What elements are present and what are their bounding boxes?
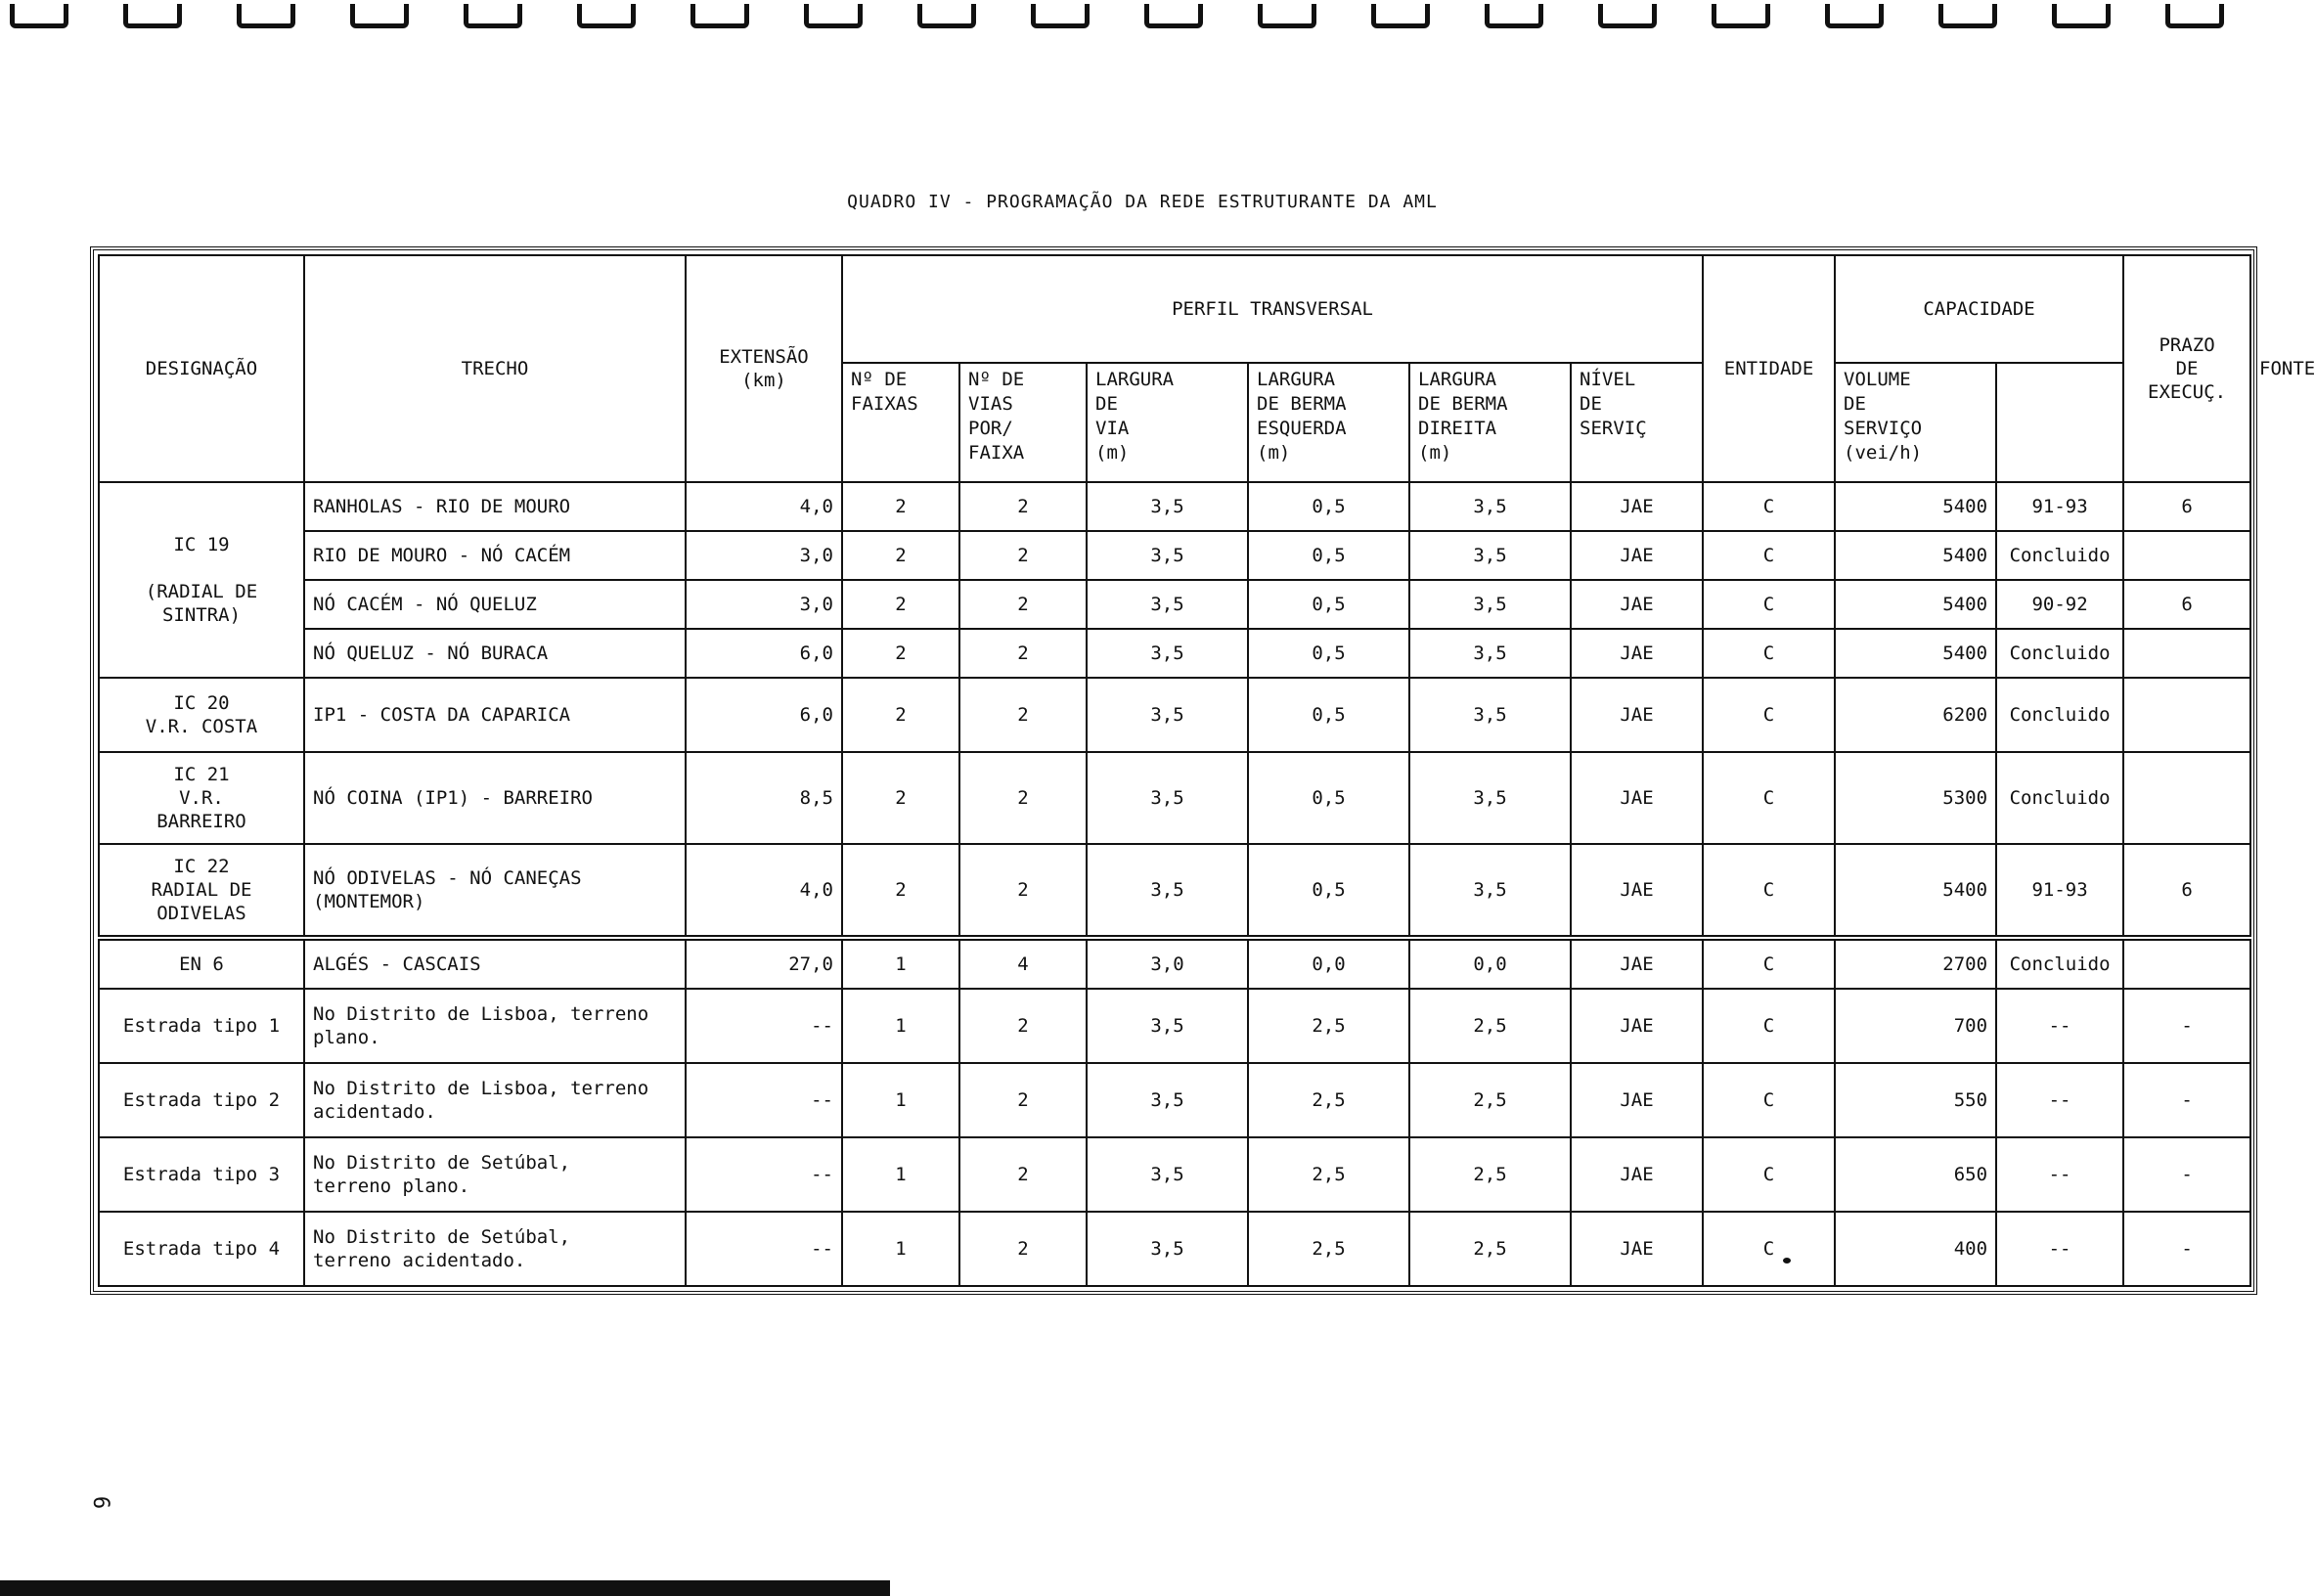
binding-ring: [690, 4, 749, 28]
scan-edge-bar: [0, 1580, 890, 1596]
cell-volume: 2700: [1835, 938, 1996, 989]
page-number: 6: [88, 1495, 113, 1510]
cell-nivel: C: [1703, 531, 1835, 580]
table-row: [99, 1137, 2250, 1212]
header-volume-servico: VOLUME DE SERVIÇO (vei/h): [1835, 363, 1996, 482]
cell-trecho: No Distrito de Setúbal, terreno acidentado.: [304, 1212, 686, 1286]
header-berma-direita: LARGURA DE BERMA DIREITA (m): [1409, 363, 1571, 482]
cell-largura-via: 3,5: [1087, 1063, 1248, 1137]
page-title: QUADRO IV - PROGRAMAÇÃO DA REDE ESTRUTURANTE DA AML: [847, 192, 1438, 212]
cell-vias: 2: [959, 989, 1087, 1063]
cell-vias: 2: [959, 531, 1087, 580]
table-row: [99, 678, 2250, 752]
cell-vias: 2: [959, 1212, 1087, 1286]
binding-ring: [350, 4, 409, 28]
group-tipo-3: Estrada tipo 3: [99, 1137, 304, 1212]
header-entidade: ENTIDADE: [1703, 255, 1835, 482]
cell-vias: 2: [959, 1063, 1087, 1137]
cell-entidade: JAE: [1571, 678, 1703, 752]
table-row: [99, 752, 2250, 844]
table-row: [99, 1063, 2250, 1137]
cell-fonte: 6: [2123, 580, 2250, 629]
group-tipo-1: Estrada tipo 1: [99, 989, 304, 1063]
binding-ring: [237, 4, 295, 28]
group-tipo-2: Estrada tipo 2: [99, 1063, 304, 1137]
cell-trecho: No Distrito de Lisboa, terreno plano.: [304, 989, 686, 1063]
binding-ring: [577, 4, 636, 28]
cell-extensao: 6,0: [686, 678, 842, 752]
cell-entidade: JAE: [1571, 1137, 1703, 1212]
cell-volume: 5300: [1835, 752, 1996, 844]
cell-vias: 2: [959, 580, 1087, 629]
cell-volume: 400: [1835, 1212, 1996, 1286]
header-largura-via: LARGURA DE VIA (m): [1087, 363, 1248, 482]
cell-largura-via: 3,5: [1087, 844, 1248, 938]
header-capacidade: CAPACIDADE: [1835, 255, 2123, 363]
cell-vias: 2: [959, 844, 1087, 938]
cell-entidade: JAE: [1571, 1212, 1703, 1286]
cell-extensao: 4,0: [686, 844, 842, 938]
table-row: [99, 938, 2250, 989]
group-en6: EN 6: [99, 938, 304, 989]
cell-extensao: --: [686, 1063, 842, 1137]
cell-volume: 5400: [1835, 629, 1996, 678]
cell-faixas: 2: [842, 531, 959, 580]
cell-vias: 2: [959, 629, 1087, 678]
header-faixas: Nº DE FAIXAS: [842, 363, 959, 482]
header-nivel-servico: NÍVEL DE SERVIÇ: [1571, 363, 1703, 482]
cell-largura-via: 3,5: [1087, 629, 1248, 678]
cell-vias: 2: [959, 678, 1087, 752]
header-vias: Nº DE VIAS POR/ FAIXA: [959, 363, 1087, 482]
cell-trecho: No Distrito de Lisboa, terreno acidentado.: [304, 1063, 686, 1137]
cell-trecho: NÓ QUELUZ - NÓ BURACA: [304, 629, 686, 678]
cell-berma-esquerda: 0,5: [1248, 580, 1409, 629]
cell-nivel: C: [1703, 752, 1835, 844]
table-row: [99, 844, 2250, 938]
cell-berma-direita: 3,5: [1409, 531, 1571, 580]
cell-volume: 5400: [1835, 844, 1996, 938]
cell-vias: 2: [959, 752, 1087, 844]
cell-berma-esquerda: 0,5: [1248, 752, 1409, 844]
cell-largura-via: 3,5: [1087, 531, 1248, 580]
binding-ring: [10, 4, 68, 28]
cell-volume: 5400: [1835, 482, 1996, 531]
cell-berma-esquerda: 0,5: [1248, 844, 1409, 938]
header-extensao: EXTENSÃO (km): [686, 255, 842, 482]
cell-extensao: 6,0: [686, 629, 842, 678]
group-ic22: IC 22 RADIAL DE ODIVELAS: [99, 844, 304, 938]
cell-berma-esquerda: 0,5: [1248, 482, 1409, 531]
cell-nivel: C: [1703, 989, 1835, 1063]
cell-berma-esquerda: 2,5: [1248, 1212, 1409, 1286]
header-berma-esquerda: LARGURA DE BERMA ESQUERDA (m): [1248, 363, 1409, 482]
group-ic20: IC 20 V.R. COSTA: [99, 678, 304, 752]
cell-largura-via: 3,5: [1087, 752, 1248, 844]
cell-entidade: JAE: [1571, 531, 1703, 580]
cell-berma-direita: 3,5: [1409, 752, 1571, 844]
cell-prazo: --: [1996, 989, 2123, 1063]
cell-volume: 5400: [1835, 531, 1996, 580]
cell-fonte: [2123, 752, 2250, 844]
cell-fonte: [2123, 938, 2250, 989]
header-prazo: PRAZO DE EXECUÇ.: [2123, 255, 2250, 482]
cell-fonte: -: [2123, 989, 2250, 1063]
cell-vias: 4: [959, 938, 1087, 989]
cell-extensao: 27,0: [686, 938, 842, 989]
cell-extensao: 3,0: [686, 531, 842, 580]
cell-extensao: --: [686, 1137, 842, 1212]
binding-ring: [1371, 4, 1430, 28]
cell-nivel: C: [1703, 580, 1835, 629]
cell-berma-esquerda: 2,5: [1248, 989, 1409, 1063]
cell-berma-direita: 2,5: [1409, 1063, 1571, 1137]
cell-largura-via: 3,5: [1087, 580, 1248, 629]
cell-nivel: C: [1703, 1137, 1835, 1212]
network-table: DESIGNAÇÃO TRECHO EXTENSÃO (km) PERFIL TRANSVERSAL ENTIDADE CAPACIDADE PRAZO DE EXECUÇ. FONTE Nº DE FAIXAS Nº DE VIAS POR/ FAIXA LARGURA DE VIA (m) LARGURA DE BERMA ESQUERDA (m) LARGURA DE BERMA DIREITA (m) NÍVEL DE SERVIÇ VOLUME DE SERVIÇO (vei/h) IC 19 (RADIAL DE SINTRA) RANHOLAS - RIO DE MOURO 4,0 2 2 3,5 0,5 3,5 JAE C 5400 91-93 6 RIO DE MOURO - NÓ CACÉM 3,0 2 2 3,5 0,5 3,5 JAE C 5400 Concluido NÓ CACÉM - NÓ QUELUZ 3,0 2 2 3,5 0,5 3,5 JAE C 5400 90-92 6 NÓ QUELUZ - NÓ BURACA 6,0 2 2 3,5 0,5 3,5 JAE C 5400 Concluido IC 20 V.R. COSTA IP1 - COSTA DA CAPARICA 6,0 2 2 3,5 0,5 3,5 JAE C 6200 Concluido IC 21 V.R. BARREIRO NÓ COINA (IP1) - BARREIRO 8,5 2 2 3,5 0,5 3,5 JAE C 5300 Concluido IC 22 RADIAL DE ODIVELAS NÓ ODIVELAS - NÓ CANEÇAS (MONTEMOR) 4,0 2 2 3,5 0,5 3,5 JAE C 5400 91-93 6 EN 6 ALGÉS - CASCAIS 27,0 1 4 3,0 0,0 0,0 JAE C 2700 Concluido Estrada tipo 1 No Distrito de Lisboa, terreno plano. -- 1 2 3,5 2,5 2,5 JAE C 700 -- - Estrada tipo 2 No Distrito de Lisboa, terreno acidentado. -- 1 2 3,5 2,5 2,5 JAE C 550 -- - Estrada tipo 3 No Distrito de Setúbal, terreno plano. -- 1 2 3,5 2,5 2,5 JAE C 650 -- - Estrada tipo 4 No Distrito de Setúbal, terreno acidentado. -- 1 2 3,5 2,5 2,5 JAE C 400 -- -: [98, 254, 2251, 1287]
cell-faixas: 1: [842, 1137, 959, 1212]
cell-largura-via: 3,5: [1087, 1212, 1248, 1286]
cell-berma-direita: 3,5: [1409, 482, 1571, 531]
cell-nivel: C: [1703, 1063, 1835, 1137]
cell-berma-esquerda: 2,5: [1248, 1137, 1409, 1212]
cell-berma-direita: 0,0: [1409, 938, 1571, 989]
header-designacao: DESIGNAÇÃO: [99, 255, 304, 482]
cell-faixas: 1: [842, 1212, 959, 1286]
cell-berma-esquerda: 0,5: [1248, 678, 1409, 752]
table-row: [99, 580, 2250, 629]
binding-ring: [1712, 4, 1770, 28]
cell-trecho: ALGÉS - CASCAIS: [304, 938, 686, 989]
binding-ring: [1144, 4, 1203, 28]
network-table-wrapper: [90, 246, 2315, 1295]
cell-nivel: C: [1703, 938, 1835, 989]
table-row: [99, 989, 2250, 1063]
cell-trecho: No Distrito de Setúbal, terreno plano.: [304, 1137, 686, 1212]
binding-ring: [1485, 4, 1543, 28]
binding-ring: [917, 4, 976, 28]
cell-faixas: 2: [842, 844, 959, 938]
cell-faixas: 2: [842, 580, 959, 629]
cell-extensao: --: [686, 1212, 842, 1286]
cell-faixas: 2: [842, 678, 959, 752]
cell-entidade: JAE: [1571, 752, 1703, 844]
cell-fonte: 6: [2123, 482, 2250, 531]
cell-prazo: Concluido: [1996, 629, 2123, 678]
cell-trecho: IP1 - COSTA DA CAPARICA: [304, 678, 686, 752]
cell-prazo: 90-92: [1996, 580, 2123, 629]
binding-ring: [1031, 4, 1090, 28]
cell-berma-direita: 2,5: [1409, 989, 1571, 1063]
binding-ring: [1938, 4, 1997, 28]
cell-fonte: -: [2123, 1063, 2250, 1137]
table-row: [99, 629, 2250, 678]
table-row: [99, 482, 2250, 531]
cell-largura-via: 3,5: [1087, 482, 1248, 531]
group-ic21: IC 21 V.R. BARREIRO: [99, 752, 304, 844]
cell-berma-direita: 2,5: [1409, 1137, 1571, 1212]
cell-prazo: --: [1996, 1063, 2123, 1137]
cell-prazo: Concluido: [1996, 678, 2123, 752]
table-row: [99, 531, 2250, 580]
binding-ring: [1825, 4, 1884, 28]
cell-trecho: NÓ COINA (IP1) - BARREIRO: [304, 752, 686, 844]
cell-nivel: C: [1703, 678, 1835, 752]
cell-trecho: NÓ CACÉM - NÓ QUELUZ: [304, 580, 686, 629]
cell-trecho: NÓ ODIVELAS - NÓ CANEÇAS (MONTEMOR): [304, 844, 686, 938]
cell-berma-esquerda: 0,5: [1248, 531, 1409, 580]
cell-extensao: 3,0: [686, 580, 842, 629]
cell-prazo: Concluido: [1996, 938, 2123, 989]
cell-prazo: --: [1996, 1137, 2123, 1212]
cell-fonte: [2123, 531, 2250, 580]
stray-mark: [1783, 1258, 1791, 1264]
binding-ring: [804, 4, 863, 28]
cell-fonte: [2123, 629, 2250, 678]
cell-entidade: JAE: [1571, 482, 1703, 531]
cell-trecho: RIO DE MOURO - NÓ CACÉM: [304, 531, 686, 580]
group-ic19: IC 19 (RADIAL DE SINTRA): [99, 482, 304, 678]
cell-faixas: 2: [842, 482, 959, 531]
cell-fonte: -: [2123, 1212, 2250, 1286]
binding-ring: [1598, 4, 1657, 28]
cell-nivel: C: [1703, 482, 1835, 531]
cell-volume: 650: [1835, 1137, 1996, 1212]
cell-entidade: JAE: [1571, 1063, 1703, 1137]
group-tipo-4: Estrada tipo 4: [99, 1212, 304, 1286]
cell-extensao: 8,5: [686, 752, 842, 844]
cell-entidade: JAE: [1571, 989, 1703, 1063]
binding-ring: [464, 4, 522, 28]
cell-fonte: -: [2123, 1137, 2250, 1212]
cell-extensao: --: [686, 989, 842, 1063]
cell-prazo: 91-93: [1996, 482, 2123, 531]
cell-largura-via: 3,5: [1087, 989, 1248, 1063]
cell-berma-esquerda: 0,0: [1248, 938, 1409, 989]
cell-largura-via: 3,5: [1087, 1137, 1248, 1212]
cell-entidade: JAE: [1571, 844, 1703, 938]
cell-berma-direita: 3,5: [1409, 580, 1571, 629]
cell-fonte: [2123, 678, 2250, 752]
cell-nivel: C: [1703, 629, 1835, 678]
cell-prazo: --: [1996, 1212, 2123, 1286]
cell-berma-esquerda: 0,5: [1248, 629, 1409, 678]
cell-volume: 6200: [1835, 678, 1996, 752]
cell-vias: 2: [959, 482, 1087, 531]
header-trecho: TRECHO: [304, 255, 686, 482]
cell-vias: 2: [959, 1137, 1087, 1212]
cell-volume: 700: [1835, 989, 1996, 1063]
cell-entidade: JAE: [1571, 938, 1703, 989]
cell-largura-via: 3,5: [1087, 678, 1248, 752]
cell-extensao: 4,0: [686, 482, 842, 531]
cell-volume: 550: [1835, 1063, 1996, 1137]
cell-berma-direita: 3,5: [1409, 844, 1571, 938]
binding-ring: [2052, 4, 2111, 28]
cell-faixas: 1: [842, 989, 959, 1063]
table-row: [99, 1212, 2250, 1286]
cell-faixas: 2: [842, 752, 959, 844]
cell-berma-direita: 3,5: [1409, 629, 1571, 678]
spiral-binding: [0, 0, 2285, 39]
cell-nivel: C: [1703, 1212, 1835, 1286]
header-perfil-transversal: PERFIL TRANSVERSAL: [842, 255, 1703, 363]
cell-berma-direita: 3,5: [1409, 678, 1571, 752]
cell-faixas: 1: [842, 1063, 959, 1137]
cell-largura-via: 3,0: [1087, 938, 1248, 989]
cell-volume: 5400: [1835, 580, 1996, 629]
cell-trecho: RANHOLAS - RIO DE MOURO: [304, 482, 686, 531]
cell-faixas: 2: [842, 629, 959, 678]
binding-ring: [123, 4, 182, 28]
cell-nivel: C: [1703, 844, 1835, 938]
binding-ring: [1258, 4, 1316, 28]
cell-prazo: Concluido: [1996, 752, 2123, 844]
cell-prazo: Concluido: [1996, 531, 2123, 580]
cell-entidade: JAE: [1571, 580, 1703, 629]
cell-faixas: 1: [842, 938, 959, 989]
binding-ring: [2165, 4, 2224, 28]
cell-entidade: JAE: [1571, 629, 1703, 678]
cell-prazo: 91-93: [1996, 844, 2123, 938]
cell-fonte: 6: [2123, 844, 2250, 938]
cell-berma-esquerda: 2,5: [1248, 1063, 1409, 1137]
cell-berma-direita: 2,5: [1409, 1212, 1571, 1286]
